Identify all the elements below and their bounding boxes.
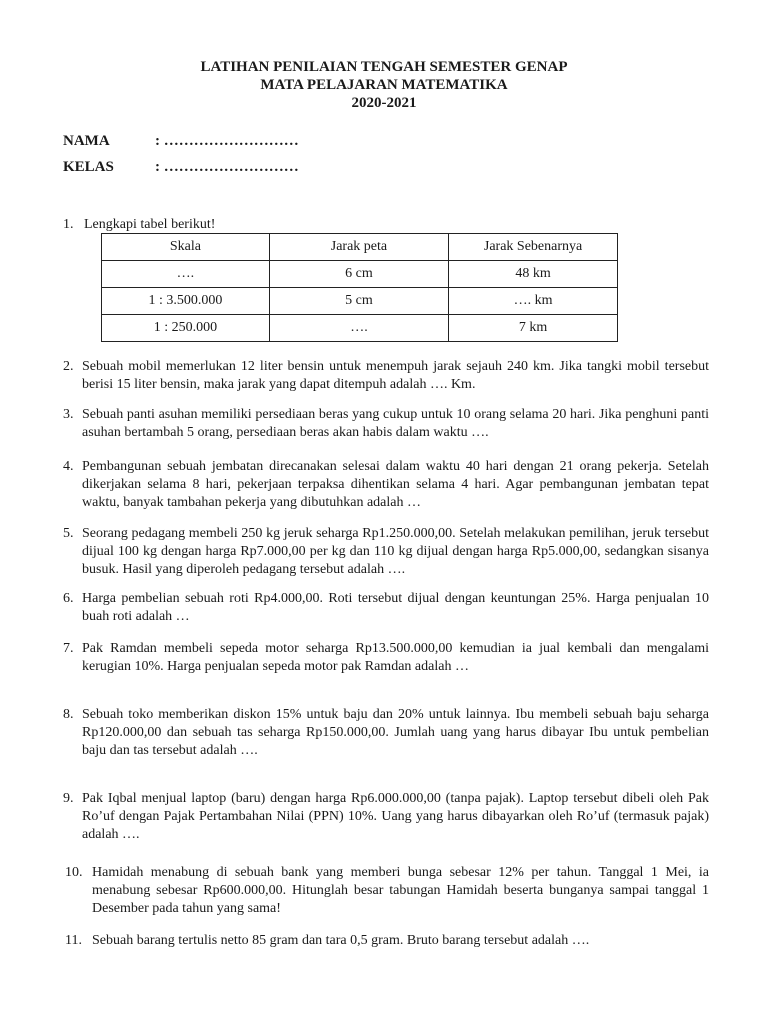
- class-field: [63, 158, 299, 176]
- question-number: 5.: [63, 526, 74, 541]
- question-4: [63, 458, 709, 512]
- question-number: 7.: [63, 641, 74, 656]
- question-11: [65, 932, 709, 950]
- name-field: [63, 132, 299, 150]
- table-header-cell: Jarak Sebenarnya: [449, 234, 618, 261]
- class-label: KELAS: [63, 159, 114, 175]
- question-number: 8.: [63, 707, 74, 722]
- table-row: [102, 261, 618, 288]
- table-row: [102, 315, 618, 342]
- question-number: 11.: [65, 933, 82, 948]
- question-number: 2.: [63, 359, 74, 374]
- table-header-cell: Skala: [102, 234, 270, 261]
- question-text: Pak Iqbal menjual laptop (baru) dengan harga Rp6.000.000,00 (tanpa pajak). Laptop tersebut dibeli oleh Pak Ro’uf dengan Pajak Pertambahan Nilai (PPN) 10%. Uang yang harus dibayarkan oleh Ro’uf (termasuk pajak) adalah ….: [82, 791, 709, 842]
- subject-title: MATA PELAJARAN MATEMATIKA: [260, 77, 508, 93]
- question-text: Pembangunan sebuah jembatan direcanakan selesai dalam waktu 40 hari dengan 21 orang pekerja. Setelah dikerjakan selama 8 hari, pekerjaan terpaksa dihentikan selama 4 hari. Agar pembangunan jembatan tepat waktu, banyak tambahan pekerja yang dibutuhkan adalah …: [82, 459, 709, 510]
- table-row: [102, 288, 618, 315]
- question-text: Pak Ramdan membeli sepeda motor seharga Rp13.500.000,00 kemudian ia jual kembali dan mengalami kerugian 10%. Harga penjualan sepeda motor pak Ramdan adalah …: [82, 641, 709, 674]
- question-text: Harga pembelian sebuah roti Rp4.000,00. Roti tersebut dijual dengan keuntungan 25%. Harga penjualan 10 buah roti adalah …: [82, 591, 709, 624]
- table-cell: 7 km: [449, 315, 618, 342]
- table-cell: 6 cm: [269, 261, 448, 288]
- table-cell: 48 km: [449, 261, 618, 288]
- question-text: Sebuah panti asuhan memiliki persediaan beras yang cukup untuk 10 orang selama 20 hari. Jika penghuni panti asuhan bertambah 5 orang, persediaan beras akan habis dalam waktu ….: [82, 407, 709, 440]
- name-blank: : ………………………: [155, 133, 299, 149]
- table-header-row: [102, 234, 618, 261]
- name-label: NAMA: [63, 133, 110, 149]
- question-5: [63, 525, 709, 579]
- class-blank: : ………………………: [155, 159, 299, 175]
- table-cell: ….: [269, 315, 448, 342]
- question-2: [63, 358, 709, 394]
- question-number: 3.: [63, 407, 74, 422]
- question-text: Sebuah mobil memerlukan 12 liter bensin untuk menempuh jarak sejauh 240 km. Jika tangki mobil tersebut berisi 15 liter bensin, maka jarak yang dapat ditempuh adalah …. Km.: [82, 359, 709, 392]
- question-text: Sebuah barang tertulis netto 85 gram dan tara 0,5 gram. Bruto barang tersebut adalah ….: [92, 933, 590, 948]
- question-number: 6.: [63, 591, 74, 606]
- question-number: 10.: [65, 865, 83, 880]
- question-10: [65, 864, 709, 918]
- exam-title: LATIHAN PENILAIAN TENGAH SEMESTER GENAP: [200, 59, 568, 75]
- table-cell: 5 cm: [269, 288, 448, 315]
- question-text: Sebuah toko memberikan diskon 15% untuk baju dan 20% untuk lainnya. Ibu membeli sebuah baju seharga Rp120.000,00 dan sebuah tas seharga Rp150.000,00. Jumlah uang yang harus dibayar Ibu untuk pembelian baju dan tas tersebut adalah ….: [82, 707, 709, 758]
- question-number: 9.: [63, 791, 74, 806]
- scale-table: [101, 233, 618, 342]
- document-header: [0, 58, 768, 112]
- table-cell: …. km: [449, 288, 618, 315]
- table-cell: 1 : 250.000: [102, 315, 270, 342]
- question-text: Lengkapi tabel berikut!: [84, 217, 216, 232]
- question-6: [63, 590, 709, 626]
- question-number: 4.: [63, 459, 74, 474]
- table-cell: 1 : 3.500.000: [102, 288, 270, 315]
- question-8: [63, 706, 709, 760]
- question-9: [63, 790, 709, 844]
- question-text: Seorang pedagang membeli 250 kg jeruk seharga Rp1.250.000,00. Setelah melakukan pemilihan, jeruk tersebut dijual 100 kg dengan harga Rp7.000,00 per kg dan 110 kg dijual dengan harga Rp5.000,00, sedangkan sisanya busuk. Hasil yang diperoleh pedagang tersebut adalah ….: [82, 526, 709, 577]
- question-3: [63, 406, 709, 442]
- question-number: 1.: [63, 217, 74, 232]
- table-header-cell: Jarak peta: [269, 234, 448, 261]
- table-cell: ….: [102, 261, 270, 288]
- school-year: 2020-2021: [351, 95, 417, 111]
- question-1: [63, 216, 623, 234]
- question-text: Hamidah menabung di sebuah bank yang memberi bunga sebesar 12% per tahun. Tanggal 1 Mei, ia menabung sebesar Rp600.000,00. Hitunglah besar tabungan Hamidah beserta bunganya sampai tanggal 1 Desember pada tahun yang sama!: [92, 865, 709, 916]
- question-7: [63, 640, 709, 676]
